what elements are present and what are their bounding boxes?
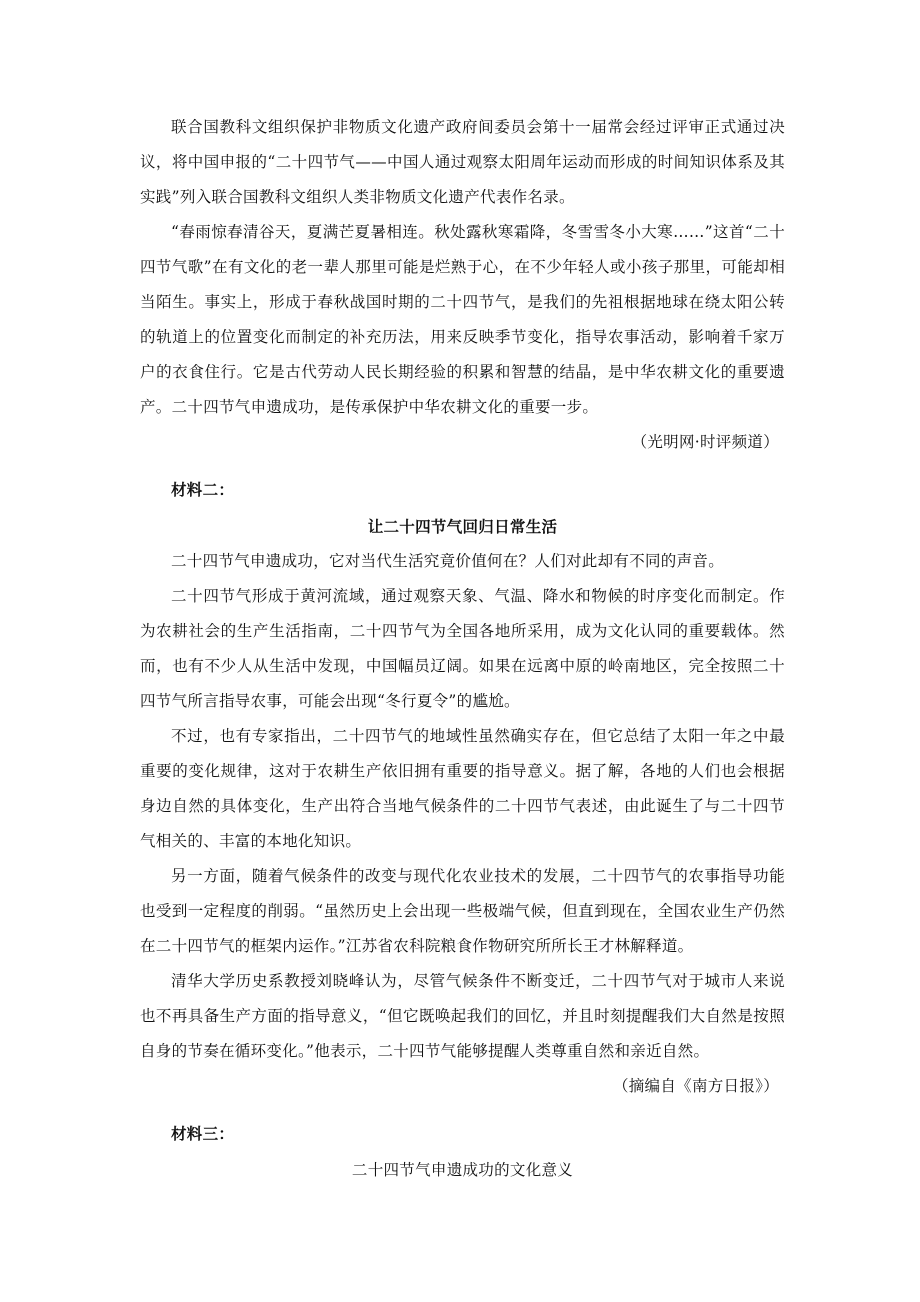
material-label: 材料二： — [171, 480, 235, 499]
paragraph: “春雨惊春清谷天，夏满芒夏暑相连。秋处露秋寒霜降，冬雪雪冬小大寒……”这首“二十四节气歌”在有文化的老一辈人那里可能是烂熟于心，在不少年轻人或小孩子那里，可能却相当陌生。事实上，形成于春秋战国时期的二十四节气，是我们的先祖根据地球在绕太阳公转的轨道上的位置变化而制定的补充历法，用来反映季节变化，指导农事活动，影响着千家万户的衣食住行。它是古代劳动人民长期经验的积累和智慧的结晶，是中华农耕文化的重要遗产。二十四节气申遗成功，是传承保护中华农耕文化的重要一步。 — [140, 223, 785, 416]
paragraph: 联合国教科文组织保护非物质文化遗产政府间委员会第十一届常会经过评审正式通过决议，将中国申报的“二十四节气——中国人通过观察太阳周年运动而形成的时间知识体系及其实践”列入联合国教科文组织人类非物质文化遗产代表作名录。 — [140, 118, 785, 206]
source-citation: （光明网·时评频道） — [631, 433, 779, 451]
material-one-section — [140, 110, 785, 460]
material-label: 材料三： — [171, 1124, 235, 1143]
paragraph: 二十四节气申遗成功，它对当代生活究竟价值何在？人们对此却有不同的声音。 — [171, 552, 725, 570]
material-two-section — [140, 472, 785, 1104]
material-three-section — [140, 1116, 785, 1188]
source-citation: （摘编自《南方日报》） — [612, 1077, 779, 1095]
article-title: 让二十四节气回归日常生活 — [367, 517, 558, 536]
paragraph: 清华大学历史系教授刘晓峰认为，尽管气候条件不断变迁，二十四节气对于城市人来说也不再具备生产方面的指导意义，“但它既唤起我们的回忆，并且时刻提醒我们大自然是按照自身的节奏在循环变化。”他表示，二十四节气能够提醒人类尊重自然和亲近自然。 — [140, 972, 785, 1060]
document-page — [140, 110, 785, 1188]
paragraph: 不过，也有专家指出，二十四节气的地域性虽然确实存在，但它总结了太阳一年之中最重要的变化规律，这对于农耕生产依旧拥有重要的指导意义。据了解，各地的人们也会根据身边自然的具体变化，生产出符合当地气候条件的二十四节气表述，由此诞生了与二十四节气相关的、丰富的本地化知识。 — [140, 727, 785, 850]
article-title: 二十四节气申遗成功的文化意义 — [351, 1161, 574, 1179]
paragraph: 二十四节气形成于黄河流域，通过观察天象、气温、降水和物候的时序变化而制定。作为农耕社会的生产生活指南，二十四节气为全国各地所采用，成为文化认同的重要载体。然而，也有不少人从生活中发现，中国幅员辽阔。如果在远离中原的岭南地区，完全按照二十四节气所言指导农事，可能会出现“冬行夏令”的尴尬。 — [140, 587, 785, 710]
paragraph: 另一方面，随着气候条件的改变与现代化农业技术的发展，二十四节气的农事指导功能也受到一定程度的削弱。“虽然历史上会出现一些极端气候，但直到现在，全国农业生产仍然在二十四节气的框架内运作。”江苏省农科院粮食作物研究所所长王才林解释道。 — [140, 867, 785, 955]
